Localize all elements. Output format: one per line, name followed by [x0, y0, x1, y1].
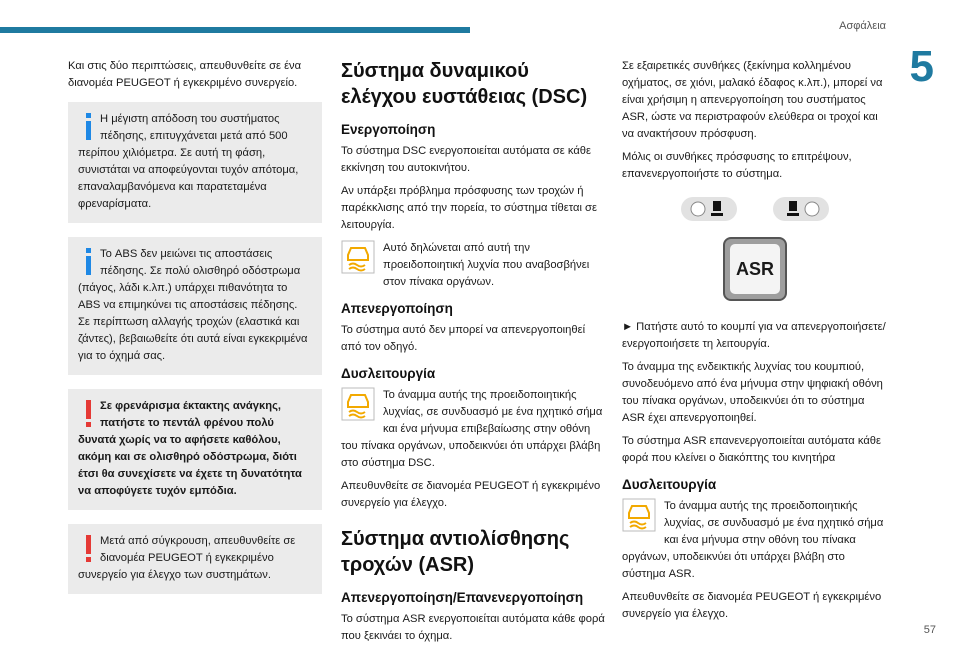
asr-title: Σύστημα αντιολίσθησης τροχών (ASR)	[341, 528, 570, 576]
deactivation-reactivation-heading: Απενεργοποίηση/Επανενεργοποίηση	[341, 590, 584, 605]
paragraph: Το άναμμα αυτής της προειδοποιητικής λυχνίας, σε συνδυασμό με ένα ηχητικό σήμα και ένα μήνυμα επιβεβαίωσης στην οθόνη του πίνακα οργάνων, υποδεικνύει ότι υπάρχει βλάβη στο σύστημα DSC.	[341, 389, 603, 469]
chapter-number: 5	[909, 42, 934, 91]
column-3	[622, 58, 888, 629]
paragraph: Το άναμμα της ενδεικτικής λυχνίας του κουμπιού, συνοδευόμενο από ένα μήνυμα στην ψηφιακή οθόνη του πίνακα οργάνων, υποδεικνύει ότι το σύστημα ASR έχει απενεργοποιηθεί.	[622, 361, 883, 424]
column-2	[341, 58, 605, 651]
warning-box-emergency	[68, 389, 322, 510]
paragraph: ► Πατήστε αυτό το κουμπί για να απενεργοποιήσετε/ενεργοποιήσετε τη λειτουργία.	[622, 321, 886, 350]
malfunction-heading: Δυσλειτουργία	[341, 366, 436, 381]
paragraph: Το σύστημα αυτό δεν μπορεί να απενεργοποιηθεί από τον οδηγό.	[341, 324, 586, 353]
paragraph: Το σύστημα ASR επανενεργοποιείται αυτόματα κάθε φορά που κλείνει ο διακόπτης του κινητήρα	[622, 435, 882, 464]
header-accent-bar	[0, 27, 470, 33]
activation-heading: Ενεργοποίηση	[341, 122, 436, 137]
dashboard-illustrations	[622, 195, 888, 223]
stability-warning-lamp-icon	[622, 498, 658, 532]
asr-button-icon: ASR	[723, 237, 787, 301]
intro-text: Και στις δύο περιπτώσεις, απευθυνθείτε σε ένα διανομέα PEUGEOT ή εγκεκριμένο συνεργείο.	[68, 60, 302, 89]
dsc-title: Σύστημα δυναμικού ελέγχου ευστάθειας (DSC)	[341, 60, 588, 108]
paragraph: Σε εξαιρετικές συνθήκες (ξεκίνημα κολλημένου οχήματος, σε χιόνι, μαλακό έδαφος κ.λπ.), μπορεί να είναι χρήσιμη η απενεργοποίηση του συστήματος ASR, ώστε να περιστραφούν ελεύθερα οι τροχοί και να ανακτήσουν πρόσφυση.	[622, 60, 883, 140]
column-1	[68, 58, 322, 608]
malfunction-heading: Δυσλειτουργία	[622, 477, 717, 492]
warning-text: Σε φρενάρισμα έκτακτης ανάγκης, πατήστε το πεντάλ φρένου πολύ δυνατά χωρίς να το αφήσετε καθόλου, ακόμη και σε ολισθηρό οδόστρωμα, διότι έτσι θα συνεχίσετε να έχετε τη δυνατότητα να αποφύγετε τυχόν εμπόδια.	[78, 400, 302, 497]
page-number: 57	[923, 624, 936, 636]
paragraph: Αν υπάρξει πρόβλημα πρόσφυσης των τροχών ή παρέκκλισης από την πορεία, το σύστημα τίθεται σε λειτουργία.	[341, 185, 597, 231]
warning-text: Μετά από σύγκρουση, απευθυνθείτε σε διανομέα PEUGEOT ή εγκεκριμένο συνεργείο για έλεγχο των συστημάτων.	[78, 535, 296, 581]
info-text: Το ABS δεν μειώνει τις αποστάσεις πέδησης. Σε πολύ ολισθηρό οδόστρωμα (πάγος, λάδι κ.λπ.) υπάρχει πιθανότητα το ABS να επιμηκύνει τις αποστάσεις πέδησης.	[78, 248, 301, 311]
info-box-abs	[68, 237, 322, 375]
paragraph: Απευθυνθείτε σε διανομέα PEUGEOT ή εγκεκριμένο συνεργείο για έλεγχο.	[622, 591, 882, 620]
stability-warning-lamp-icon	[341, 240, 377, 274]
info-icon	[84, 246, 94, 276]
paragraph: Αυτό δηλώνεται από αυτή την προειδοποιητική λυχνία που αναβοσβήνει στον πίνακα οργάνων.	[341, 240, 605, 291]
info-text: Η μέγιστη απόδοση του συστήματος πέδησης, επιτυγχάνεται μετά από 500 περίπου χιλιόμετρα. Σε αυτή τη φάση, συνιστάται να αποφεύγονται τυχόν απότομα, επαναλαμβανόμενα και παρατεταμένα φρεναρίσματα.	[78, 113, 299, 210]
paragraph: Το σύστημα DSC ενεργοποιείται αυτόματα σε κάθε εκκίνηση του αυτοκινήτου.	[341, 145, 592, 174]
warning-icon	[84, 533, 94, 563]
info-icon	[84, 111, 94, 141]
section-title: Ασφάλεια	[839, 20, 886, 32]
info-text: Σε περίπτωση αλλαγής τροχών (ελαστικά και ζάντες), βεβαιωθείτε ότι αυτά είναι εγκεκριμένα για το όχημά σας.	[78, 316, 308, 362]
paragraph: Το άναμμα αυτής της προειδοποιητικής λυχνίας, σε συνδυασμό με ένα ηχητικό σήμα και ένα μήνυμα στην οθόνη του πίνακα οργάνων, υποδεικνύει ότι υπάρχει βλάβη στο σύστημα ASR.	[622, 500, 884, 580]
info-box-braking	[68, 102, 322, 223]
deactivation-heading: Απενεργοποίηση	[341, 301, 453, 316]
warning-box-collision	[68, 524, 322, 594]
paragraph: Απευθυνθείτε σε διανομέα PEUGEOT ή εγκεκριμένο συνεργείο για έλεγχο.	[341, 480, 601, 509]
dashboard-right-icon	[772, 195, 830, 223]
dashboard-left-icon	[680, 195, 738, 223]
warning-icon	[84, 398, 94, 428]
paragraph: Μόλις οι συνθήκες πρόσφυσης το επιτρέψουν, επανενεργοποιήστε το σύστημα.	[622, 151, 852, 180]
stability-warning-lamp-icon	[341, 387, 377, 421]
paragraph: Το σύστημα ASR ενεργοποιείται αυτόματα κάθε φορά που ξεκινάει το όχημα.	[341, 613, 605, 642]
